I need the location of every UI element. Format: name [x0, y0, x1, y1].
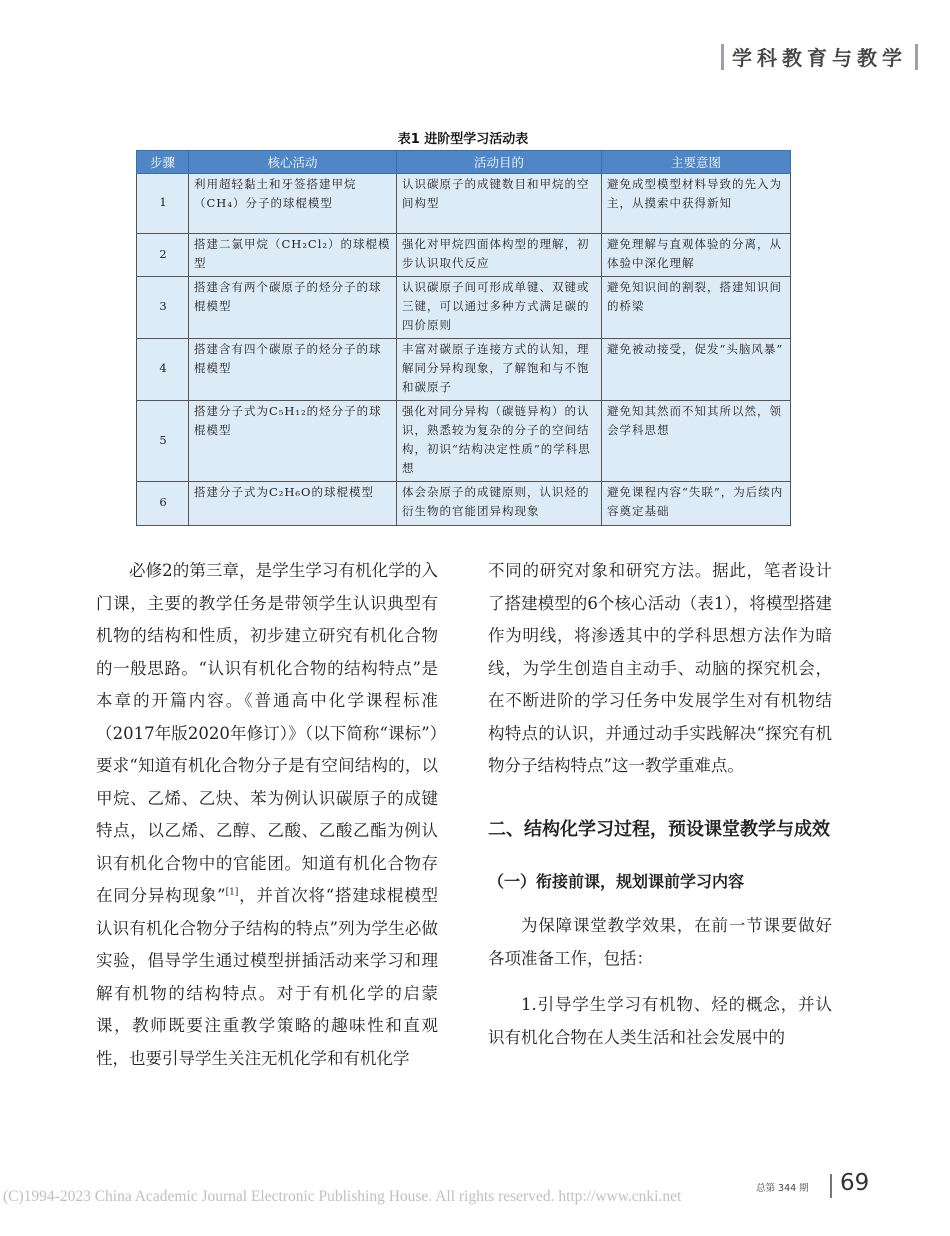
intent-cell: 避免理解与直观体验的分离，从体验中深化理解 — [602, 234, 791, 277]
journal-section-title: 学科教育与教学 — [732, 46, 907, 70]
page-footer — [0, 1170, 950, 1210]
body-paragraph: 1.引导学生学习有机物、烃的概念，并认识有机化合物在人类生活和社会发展中的 — [488, 995, 832, 1047]
table-row — [137, 277, 791, 339]
body-paragraph: 为保障课堂教学效果，在前一节课要做好各项准备工作，包括： — [488, 916, 832, 968]
step-number: 4 — [137, 339, 189, 401]
step-number: 5 — [137, 401, 189, 482]
header-step: 步骤 — [137, 151, 189, 174]
core-activity-cell: 搭建二氯甲烷（CH₂Cl₂）的球棍模型 — [189, 234, 397, 277]
step-number: 1 — [137, 174, 189, 234]
left-column — [96, 555, 438, 1075]
core-activity-cell: 搭建含有两个碳原子的烃分子的球棍模型 — [189, 277, 397, 339]
running-header — [721, 42, 918, 71]
step-number: 3 — [137, 277, 189, 339]
section-heading: 二、结构化学习过程，预设课堂教学与成效 — [488, 818, 830, 840]
paragraph-text-continued: ，并首次将“搭建球棍模型认识有机化合物分子结构的特点”列为学生必做实验，倡导学生通过模型拼插活动来学习和理解有机物的结构特点。对于有机化学的启蒙课，教师既要注重教学策略的趣味性和直观性，也要引导学生关注无机化学和有机化学 — [96, 886, 439, 1068]
header-main-intent: 主要意图 — [602, 151, 791, 174]
right-column — [488, 555, 832, 1054]
intent-cell: 避免成型模型材料导致的先入为主，从摸索中获得新知 — [602, 174, 791, 234]
header-activity-purpose: 活动目的 — [397, 151, 602, 174]
subsection-heading: （一）衔接前课，规划课前学习内容 — [488, 871, 745, 891]
footer-divider — [830, 1174, 832, 1198]
purpose-cell: 强化对同分异构（碳链异构）的认识，熟悉较为复杂的分子的空间结构，初识“结构决定性质”的学科思想 — [397, 401, 602, 482]
table-header-row — [137, 151, 791, 174]
intent-cell: 避免课程内容“失联”，为后续内容奠定基础 — [602, 482, 791, 526]
purpose-cell: 丰富对碳原子连接方式的认知，理解同分异构现象，了解饱和与不饱和碳原子 — [397, 339, 602, 401]
body-paragraph: 不同的研究对象和研究方法。据此，笔者设计了搭建模型的6个核心活动（表1），将模型搭建作为明线，将渗透其中的学科思想方法作为暗线，为学生创造自主动手、动脑的探究机会，在不断进阶的学习任务中发展学生对有机物结构特点的认识，并通过动手实践解决“探究有机物分子结构特点”这一教学重难点。 — [488, 561, 832, 775]
purpose-cell: 认识碳原子间可形成单键、双键或三键，可以通过多种方式满足碳的四价原则 — [397, 277, 602, 339]
table-caption: 表1 进阶型学习活动表 — [397, 132, 529, 147]
intent-cell: 避免知其然而不知其所以然，领会学科思想 — [602, 401, 791, 482]
activity-table — [136, 150, 791, 526]
intent-cell: 避免知识间的割裂，搭建知识间的桥梁 — [602, 277, 791, 339]
table-row — [137, 482, 791, 526]
table-row — [137, 174, 791, 234]
copyright-watermark: (C)1994-2023 China Academic Journal Electronic Publishing House. All rights reserved. http://www.cnki.net — [3, 1188, 682, 1205]
table-row — [137, 234, 791, 277]
purpose-cell: 认识碳原子的成键数目和甲烷的空间构型 — [397, 174, 602, 234]
page-number: 69 — [840, 1170, 870, 1196]
paragraph-text: 必修2的第三章，是学生学习有机化学的入门课，主要的教学任务是带领学生认识典型有机物的结构和性质，初步建立研究有机化合物的一般思路。“认识有机化合物的结构特点”是本章的开篇内容。《普通高中化学课程标准（2017年版2020年修订）》（以下简称“课标”）要求“知道有机化合物分子是有空间结构的，以甲烷、乙烯、乙炔、苯为例认识碳原子的成键特点，以乙烯、乙醇、乙酸、乙酸乙酯为例认识有机化合物中的官能团。知道有机化合物存在同分异构现象” — [96, 561, 438, 905]
purpose-cell: 强化对甲烷四面体构型的理解，初步认识取代反应 — [397, 234, 602, 277]
purpose-cell: 体会杂原子的成键原则，认识烃的衍生物的官能团异构现象 — [397, 482, 602, 526]
table-row — [137, 401, 791, 482]
issue-label: 总第 344 期 — [756, 1183, 809, 1194]
table-row — [137, 339, 791, 401]
core-activity-cell: 搭建分子式为C₅H₁₂的烃分子的球棍模型 — [189, 401, 397, 482]
core-activity-cell: 搭建含有四个碳原子的烃分子的球棍模型 — [189, 339, 397, 401]
core-activity-cell: 搭建分子式为C₂H₆O的球棍模型 — [189, 482, 397, 526]
intent-cell: 避免被动接受，促发“头脑风暴” — [602, 339, 791, 401]
header-right-bar — [915, 44, 918, 70]
core-activity-cell: 利用超轻黏土和牙签搭建甲烷（CH₄）分子的球棍模型 — [189, 174, 397, 234]
citation-ref: [1] — [225, 887, 239, 898]
step-number: 2 — [137, 234, 189, 277]
body-paragraph — [96, 555, 438, 1075]
step-number: 6 — [137, 482, 189, 526]
header-core-activity: 核心活动 — [189, 151, 397, 174]
